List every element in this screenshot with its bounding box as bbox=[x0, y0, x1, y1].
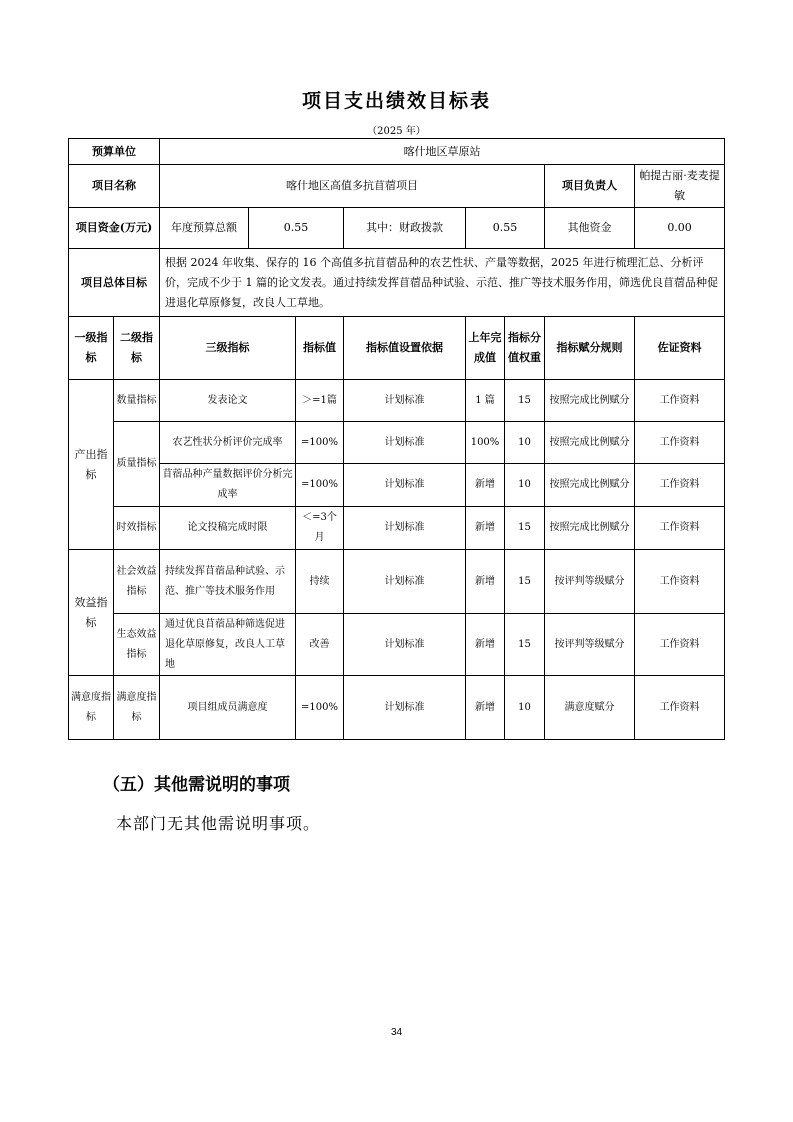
goal-text: 根据 2024 年收集、保存的 16 个高值多抗苜蓿品种的农艺性状、产量等数据，2025 年进行梳理汇总、分析评价，完成不少于 1 篇的论文发表。通过持续发挥苜蓿品种试验、示范、推广等技术服务作用，筛选优良苜蓿品种促进退化草原修复，改良人工草地。 bbox=[160, 249, 725, 317]
level2-cell: 生态效益指标 bbox=[114, 614, 160, 676]
level3-cell: 发表论文 bbox=[160, 380, 296, 422]
rule-cell: 按照完成比例赋分 bbox=[545, 507, 635, 550]
weight-cell: 10 bbox=[505, 676, 545, 740]
level3-cell: 项目组成员满意度 bbox=[160, 676, 296, 740]
header-basis: 指标值设置依据 bbox=[344, 317, 466, 380]
last-year-cell: 新增 bbox=[466, 507, 505, 550]
value-cell: =100% bbox=[296, 422, 344, 464]
value-cell: 改善 bbox=[296, 614, 344, 676]
table-row bbox=[69, 422, 725, 464]
annual-value: 0.55 bbox=[249, 208, 344, 249]
level2-cell: 时效指标 bbox=[114, 507, 160, 550]
last-year-cell: 新增 bbox=[466, 676, 505, 740]
table-row bbox=[69, 380, 725, 422]
evidence-cell: 工作资料 bbox=[635, 380, 725, 422]
weight-cell: 15 bbox=[505, 507, 545, 550]
weight-cell: 15 bbox=[505, 550, 545, 614]
value-cell: 持续 bbox=[296, 550, 344, 614]
value-cell: ＞=1篇 bbox=[296, 380, 344, 422]
other-label: 其他资金 bbox=[545, 208, 635, 249]
header-weight: 指标分值权重 bbox=[505, 317, 545, 380]
last-year-cell: 新增 bbox=[466, 550, 505, 614]
evidence-cell: 工作资料 bbox=[635, 507, 725, 550]
weight-cell: 15 bbox=[505, 614, 545, 676]
table-row bbox=[69, 676, 725, 740]
level3-cell: 苜蓿品种产量数据评价分析完成率 bbox=[160, 464, 296, 507]
performance-table bbox=[68, 138, 725, 740]
other-value: 0.00 bbox=[635, 208, 725, 249]
year-label: （2025 年） bbox=[367, 126, 426, 137]
level3-cell: 农艺性状分析评价完成率 bbox=[160, 422, 296, 464]
level3-cell: 论文投稿完成时限 bbox=[160, 507, 296, 550]
value-cell: =100% bbox=[296, 464, 344, 507]
weight-cell: 10 bbox=[505, 422, 545, 464]
level2-cell: 质量指标 bbox=[114, 422, 160, 507]
level3-cell: 持续发挥苜蓿品种试验、示范、推广等技术服务作用 bbox=[160, 550, 296, 614]
table-row bbox=[69, 507, 725, 550]
owner-label: 项目负责人 bbox=[545, 165, 635, 208]
page-title: 项目支出绩效目标表 bbox=[301, 90, 491, 112]
page-number: 34 bbox=[390, 1027, 403, 1038]
table-row bbox=[69, 464, 725, 507]
basis-cell: 计划标准 bbox=[344, 464, 466, 507]
unit-label: 预算单位 bbox=[69, 139, 160, 165]
weight-cell: 15 bbox=[505, 380, 545, 422]
rule-cell: 按照完成比例赋分 bbox=[545, 422, 635, 464]
last-year-cell: 新增 bbox=[466, 614, 505, 676]
basis-cell: 计划标准 bbox=[344, 422, 466, 464]
evidence-cell: 工作资料 bbox=[635, 464, 725, 507]
header-value: 指标值 bbox=[296, 317, 344, 380]
basis-cell: 计划标准 bbox=[344, 507, 466, 550]
last-year-cell: 新增 bbox=[466, 464, 505, 507]
header-level2: 二级指标 bbox=[114, 317, 160, 380]
section-title: （五）其他需说明的事项 bbox=[103, 775, 290, 795]
last-year-cell: 100% bbox=[466, 422, 505, 464]
value-cell: =100% bbox=[296, 676, 344, 740]
group-benefit: 效益指标 bbox=[69, 550, 114, 676]
evidence-cell: 工作资料 bbox=[635, 614, 725, 676]
owner-value: 帕提古丽·麦麦提敏 bbox=[635, 165, 725, 208]
rule-cell: 按评判等级赋分 bbox=[545, 614, 635, 676]
header-level1: 一级指标 bbox=[69, 317, 114, 380]
basis-cell: 计划标准 bbox=[344, 380, 466, 422]
group-satisfaction: 满意度指标 bbox=[69, 676, 114, 740]
section-text: 本部门无其他需说明事项。 bbox=[116, 814, 321, 833]
evidence-cell: 工作资料 bbox=[635, 676, 725, 740]
annual-label: 年度预算总额 bbox=[160, 208, 249, 249]
weight-cell: 10 bbox=[505, 464, 545, 507]
level3-cell: 通过优良苜蓿品种筛选促进退化草原修复，改良人工草地 bbox=[160, 614, 296, 676]
table-row bbox=[69, 550, 725, 614]
header-last-year: 上年完成值 bbox=[466, 317, 505, 380]
value-cell: ＜=3个月 bbox=[296, 507, 344, 550]
funds-label: 项目资金(万元) bbox=[69, 208, 160, 249]
project-value: 喀什地区高值多抗苜蓿项目 bbox=[160, 165, 545, 208]
evidence-cell: 工作资料 bbox=[635, 550, 725, 614]
level2-cell: 满意度指标 bbox=[114, 676, 160, 740]
table-row bbox=[69, 614, 725, 676]
level2-cell: 数量指标 bbox=[114, 380, 160, 422]
header-level3: 三级指标 bbox=[160, 317, 296, 380]
goal-label: 项目总体目标 bbox=[69, 249, 160, 317]
rule-cell: 按照完成比例赋分 bbox=[545, 464, 635, 507]
group-output: 产出指标 bbox=[69, 380, 114, 550]
rule-cell: 按照完成比例赋分 bbox=[545, 380, 635, 422]
rule-cell: 满意度赋分 bbox=[545, 676, 635, 740]
basis-cell: 计划标准 bbox=[344, 550, 466, 614]
unit-value: 喀什地区草原站 bbox=[160, 139, 725, 165]
last-year-cell: 1 篇 bbox=[466, 380, 505, 422]
level2-cell: 社会效益指标 bbox=[114, 550, 160, 614]
header-evidence: 佐证资料 bbox=[635, 317, 725, 380]
fiscal-label: 其中：财政拨款 bbox=[344, 208, 466, 249]
evidence-cell: 工作资料 bbox=[635, 422, 725, 464]
fiscal-value: 0.55 bbox=[466, 208, 545, 249]
basis-cell: 计划标准 bbox=[344, 614, 466, 676]
basis-cell: 计划标准 bbox=[344, 676, 466, 740]
project-label: 项目名称 bbox=[69, 165, 160, 208]
header-rule: 指标赋分规则 bbox=[545, 317, 635, 380]
rule-cell: 按评判等级赋分 bbox=[545, 550, 635, 614]
